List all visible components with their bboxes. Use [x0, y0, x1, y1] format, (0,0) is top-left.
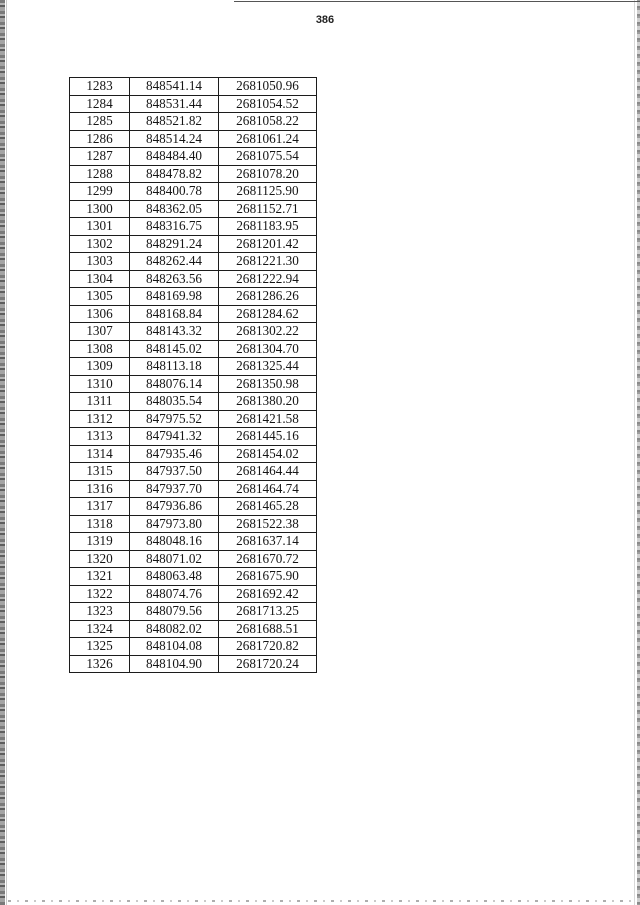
y-coordinate-cell: 2681522.38	[219, 515, 317, 533]
point-number-cell: 1283	[70, 78, 130, 96]
point-number-cell: 1315	[70, 463, 130, 481]
table-row	[70, 323, 317, 341]
point-number-cell: 1286	[70, 130, 130, 148]
table-row	[70, 340, 317, 358]
point-number-cell: 1323	[70, 603, 130, 621]
y-coordinate-cell: 2681304.70	[219, 340, 317, 358]
table-row	[70, 550, 317, 568]
table-row	[70, 148, 317, 166]
y-coordinate-cell: 2681284.62	[219, 305, 317, 323]
y-coordinate-cell: 2681445.16	[219, 428, 317, 446]
table-row	[70, 305, 317, 323]
point-number-cell: 1287	[70, 148, 130, 166]
x-coordinate-cell: 848531.44	[130, 95, 219, 113]
x-coordinate-cell: 848291.24	[130, 235, 219, 253]
y-coordinate-cell: 2681688.51	[219, 620, 317, 638]
point-number-cell: 1326	[70, 655, 130, 673]
y-coordinate-cell: 2681078.20	[219, 165, 317, 183]
page-number: 386	[315, 14, 335, 26]
x-coordinate-cell: 848514.24	[130, 130, 219, 148]
x-coordinate-cell: 847936.86	[130, 498, 219, 516]
point-number-cell: 1304	[70, 270, 130, 288]
x-coordinate-cell: 848063.48	[130, 568, 219, 586]
x-coordinate-cell: 848076.14	[130, 375, 219, 393]
point-number-cell: 1306	[70, 305, 130, 323]
point-number-cell: 1305	[70, 288, 130, 306]
y-coordinate-cell: 2681720.24	[219, 655, 317, 673]
scan-left-edge-line	[6, 0, 7, 905]
point-number-cell: 1318	[70, 515, 130, 533]
x-coordinate-cell: 847937.70	[130, 480, 219, 498]
table-row	[70, 95, 317, 113]
x-coordinate-cell: 848079.56	[130, 603, 219, 621]
y-coordinate-cell: 2681302.22	[219, 323, 317, 341]
x-coordinate-cell: 848145.02	[130, 340, 219, 358]
table-row	[70, 165, 317, 183]
x-coordinate-cell: 848484.40	[130, 148, 219, 166]
x-coordinate-cell: 848082.02	[130, 620, 219, 638]
y-coordinate-cell: 2681075.54	[219, 148, 317, 166]
table-row	[70, 78, 317, 96]
y-coordinate-cell: 2681464.74	[219, 480, 317, 498]
x-coordinate-cell: 848521.82	[130, 113, 219, 131]
table-row	[70, 235, 317, 253]
x-coordinate-cell: 847937.50	[130, 463, 219, 481]
table-row	[70, 200, 317, 218]
table-row	[70, 393, 317, 411]
x-coordinate-cell: 848478.82	[130, 165, 219, 183]
x-coordinate-cell: 848362.05	[130, 200, 219, 218]
x-coordinate-cell: 848262.44	[130, 253, 219, 271]
y-coordinate-cell: 2681675.90	[219, 568, 317, 586]
x-coordinate-cell: 848168.84	[130, 305, 219, 323]
x-coordinate-cell: 847941.32	[130, 428, 219, 446]
point-number-cell: 1288	[70, 165, 130, 183]
x-coordinate-cell: 848074.76	[130, 585, 219, 603]
point-number-cell: 1321	[70, 568, 130, 586]
scan-bottom-edge	[8, 900, 632, 902]
point-number-cell: 1309	[70, 358, 130, 376]
table-row	[70, 428, 317, 446]
x-coordinate-cell: 848541.14	[130, 78, 219, 96]
table-row	[70, 515, 317, 533]
point-number-cell: 1303	[70, 253, 130, 271]
point-number-cell: 1322	[70, 585, 130, 603]
table-row	[70, 480, 317, 498]
x-coordinate-cell: 848263.56	[130, 270, 219, 288]
point-number-cell: 1314	[70, 445, 130, 463]
point-number-cell: 1308	[70, 340, 130, 358]
table-row	[70, 620, 317, 638]
y-coordinate-cell: 2681201.42	[219, 235, 317, 253]
table-row	[70, 183, 317, 201]
y-coordinate-cell: 2681058.22	[219, 113, 317, 131]
coordinates-table	[69, 77, 317, 673]
y-coordinate-cell: 2681050.96	[219, 78, 317, 96]
x-coordinate-cell: 848035.54	[130, 393, 219, 411]
point-number-cell: 1300	[70, 200, 130, 218]
table-row	[70, 445, 317, 463]
table-row	[70, 603, 317, 621]
y-coordinate-cell: 2681061.24	[219, 130, 317, 148]
point-number-cell: 1299	[70, 183, 130, 201]
y-coordinate-cell: 2681221.30	[219, 253, 317, 271]
point-number-cell: 1284	[70, 95, 130, 113]
point-number-cell: 1320	[70, 550, 130, 568]
point-number-cell: 1325	[70, 638, 130, 656]
table-row	[70, 410, 317, 428]
y-coordinate-cell: 2681692.42	[219, 585, 317, 603]
table-row	[70, 113, 317, 131]
y-coordinate-cell: 2681183.95	[219, 218, 317, 236]
table-row	[70, 655, 317, 673]
x-coordinate-cell: 847975.52	[130, 410, 219, 428]
point-number-cell: 1285	[70, 113, 130, 131]
y-coordinate-cell: 2681325.44	[219, 358, 317, 376]
table-row	[70, 218, 317, 236]
y-coordinate-cell: 2681152.71	[219, 200, 317, 218]
y-coordinate-cell: 2681465.28	[219, 498, 317, 516]
y-coordinate-cell: 2681350.98	[219, 375, 317, 393]
top-rule	[234, 1, 640, 2]
point-number-cell: 1311	[70, 393, 130, 411]
x-coordinate-cell: 848071.02	[130, 550, 219, 568]
y-coordinate-cell: 2681454.02	[219, 445, 317, 463]
y-coordinate-cell: 2681670.72	[219, 550, 317, 568]
point-number-cell: 1313	[70, 428, 130, 446]
x-coordinate-cell: 848143.32	[130, 323, 219, 341]
x-coordinate-cell: 848048.16	[130, 533, 219, 551]
y-coordinate-cell: 2681054.52	[219, 95, 317, 113]
table-row	[70, 463, 317, 481]
scan-left-edge	[0, 0, 5, 905]
x-coordinate-cell: 847935.46	[130, 445, 219, 463]
point-number-cell: 1317	[70, 498, 130, 516]
x-coordinate-cell: 848169.98	[130, 288, 219, 306]
y-coordinate-cell: 2681421.58	[219, 410, 317, 428]
y-coordinate-cell: 2681125.90	[219, 183, 317, 201]
y-coordinate-cell: 2681380.20	[219, 393, 317, 411]
point-number-cell: 1302	[70, 235, 130, 253]
point-number-cell: 1310	[70, 375, 130, 393]
scan-right-edge-line	[634, 0, 635, 905]
point-number-cell: 1301	[70, 218, 130, 236]
y-coordinate-cell: 2681720.82	[219, 638, 317, 656]
x-coordinate-cell: 848316.75	[130, 218, 219, 236]
table-row	[70, 288, 317, 306]
point-number-cell: 1307	[70, 323, 130, 341]
x-coordinate-cell: 847973.80	[130, 515, 219, 533]
point-number-cell: 1319	[70, 533, 130, 551]
y-coordinate-cell: 2681713.25	[219, 603, 317, 621]
table-row	[70, 498, 317, 516]
table-row	[70, 130, 317, 148]
x-coordinate-cell: 848113.18	[130, 358, 219, 376]
table-row	[70, 585, 317, 603]
point-number-cell: 1324	[70, 620, 130, 638]
table-row	[70, 533, 317, 551]
table-row	[70, 253, 317, 271]
table-row	[70, 375, 317, 393]
x-coordinate-cell: 848400.78	[130, 183, 219, 201]
y-coordinate-cell: 2681222.94	[219, 270, 317, 288]
y-coordinate-cell: 2681464.44	[219, 463, 317, 481]
table-row	[70, 358, 317, 376]
x-coordinate-cell: 848104.90	[130, 655, 219, 673]
x-coordinate-cell: 848104.08	[130, 638, 219, 656]
table-row	[70, 568, 317, 586]
y-coordinate-cell: 2681637.14	[219, 533, 317, 551]
table-row	[70, 638, 317, 656]
y-coordinate-cell: 2681286.26	[219, 288, 317, 306]
point-number-cell: 1312	[70, 410, 130, 428]
table-row	[70, 270, 317, 288]
coordinates-table-body	[70, 78, 317, 673]
point-number-cell: 1316	[70, 480, 130, 498]
